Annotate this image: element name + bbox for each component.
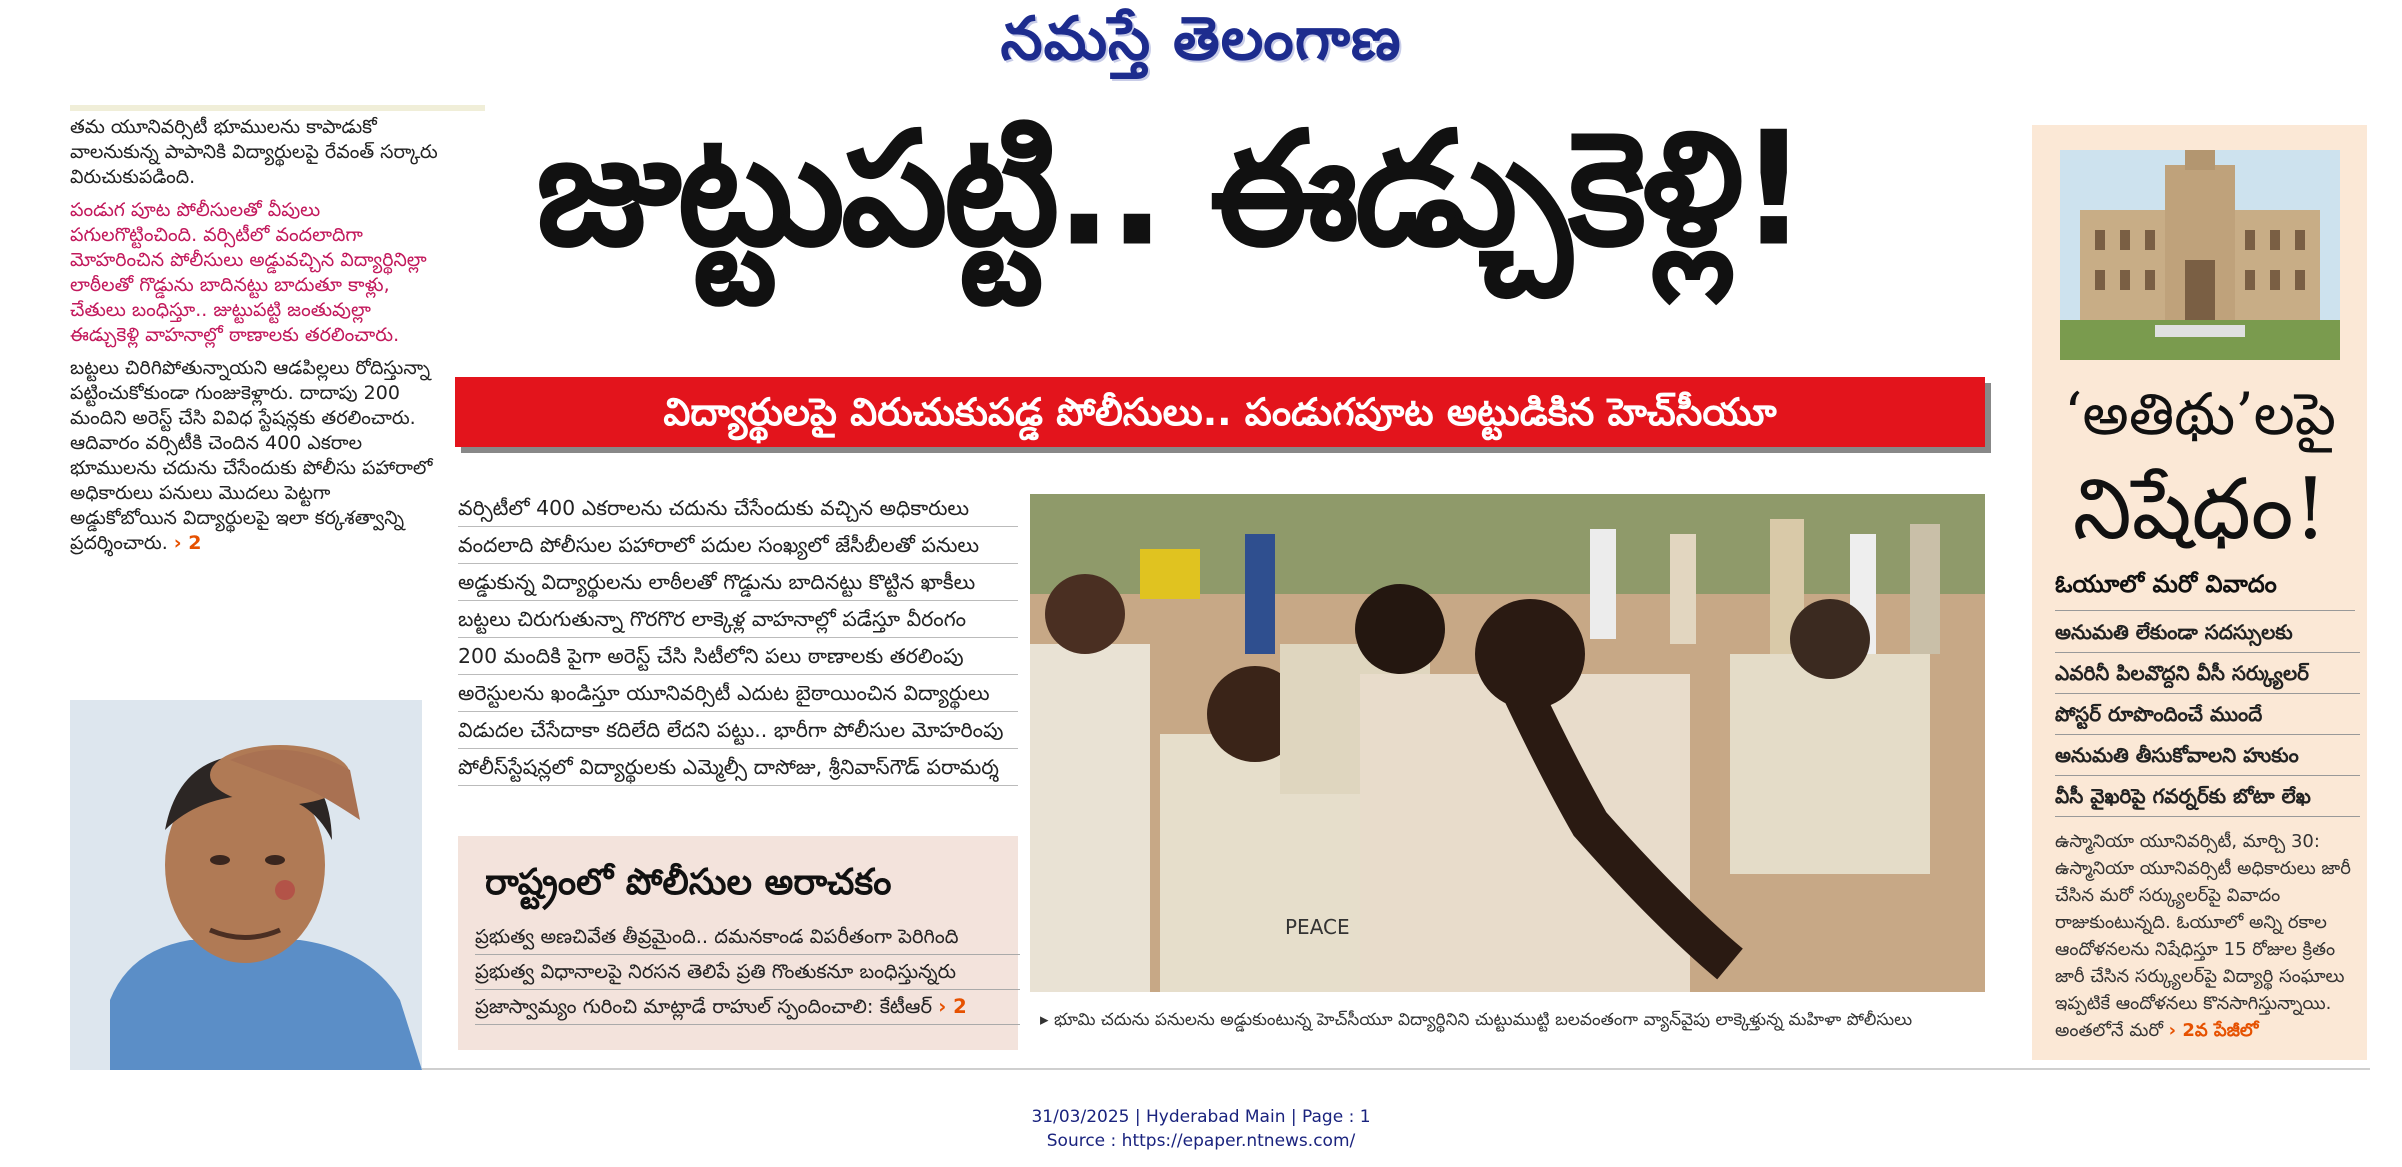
right-page-ref-text: 2వ పేజీలో [2182,1020,2259,1041]
story-highlights [458,490,1018,786]
right-body-text [2055,828,2360,1044]
right-highlights [2055,612,2360,817]
injured-student-photo [70,700,422,1070]
main-news-photo [1030,494,1985,992]
footer-source-link[interactable]: Source : https://epaper.ntnews.com/ [1046,1131,1356,1151]
sub-story-line-text: ప్రజాస్వామ్యం గురించి మాట్లాడే రాహుల్ స్పందించాలి: కేటీఆర్ [475,995,933,1018]
injured-student-illustration [70,700,422,1070]
sub-page-ref-number: 2 [953,995,967,1018]
story-line: వందలాది పోలీసుల పహారాలో పదుల సంఖ్యలో జేసీబీలతో పనులు [458,527,1018,564]
story-line: వర్సిటీలో 400 ఎకరాలను చదును చేసేందుకు వచ్చిన అధికారులు [458,490,1018,527]
right-highlight-line: అనుమతి తీసుకోవాలని హుకుం [2055,735,2360,776]
photo-caption: ▸ భూమి చదును పనులను అడ్డుకుంటున్న హెచ్‌సీయూ విద్యార్థినిని చుట్టుముట్టి బలవంతంగా వ్యాన్‌వైపు లాక్కెళ్తున్న మహిళా పోలీసులు [1040,1010,1913,1030]
sub-page-ref[interactable]: › 2 [938,995,967,1018]
police-dragging-student-illustration [1030,494,1985,992]
sub-story-line: ప్రభుత్వ అణచివేత తీవ్రమైంది.. దమనకాండ విపరీతంగా పెరిగింది [475,920,1020,955]
main-headline: జుట్టుపట్టి.. ఈడ్చుకెళ్లి! [536,98,1804,282]
right-page-ref[interactable]: › 2వ పేజీలో [2168,1020,2259,1041]
right-headline-line2: నిషేధం! [2072,460,2328,558]
right-subheadline: ఓయూలో మరో వివాదం [2055,570,2355,611]
osmania-university-photo [2060,150,2340,360]
right-highlight-line: పోస్టర్ రూపొందించే ముందే [2055,694,2360,735]
sub-story-line [475,990,1020,1025]
left-body-text: బట్టలు చిరిగిపోతున్నాయని ఆడపిల్లలు రోదిస్తున్నా పట్టించుకోకుండా గుంజుకెళ్లారు. దాదాపు 200 మందిని అరెస్ట్ చేసి వివిధ స్టేషన్లకు తరలించారు. ఆదివారం వర్సిటీకి చెందిన 400 ఎకరాల భూములను చదును చేసేందుకు పోలీసు పహారాలో అధికారులు పనులు మొదలు పెట్టగా అడ్డుకోబోయిన విద్యార్థులపై ఇలా కర్కశత్వాన్ని ప్రదర్శించారు. [70,357,433,554]
sub-story-lines [475,920,1020,1025]
left-body [70,356,440,556]
right-highlight-line: అనుమతి లేకుండా సదస్సులకు [2055,612,2360,653]
right-highlight-line: వీసీ వైఖరిపై గవర్నర్‌కు బోటా లేఖ [2055,776,2360,817]
university-building-illustration [2060,150,2340,360]
left-page-ref[interactable]: › 2 [173,532,202,554]
story-line: విడుదల చేసేదాకా కదిలేది లేదని పట్టు.. భారీగా పోలీసుల మోహరింపు [458,712,1018,749]
story-line: అడ్డుకున్న విద్యార్థులను లాఠీలతో గొడ్డును బాదినట్టు కొట్టిన ఖాకీలు [458,564,1018,601]
story-line: అరెస్టులను ఖండిస్తూ యూనివర్సిటీ ఎదుట బైఠాయించిన విద్యార్థులు [458,675,1018,712]
sub-story-title: రాష్ట్రంలో పోలీసుల అరాచకం [485,862,892,903]
sub-story-line: ప్రభుత్వ విధానాలపై నిరసన తెలిపే ప్రతి గొంతుకనూ బంధిస్తున్నరు [475,955,1020,990]
photo-shirt-text: PEACE [1285,915,1350,939]
right-highlight-line: ఎవరినీ పిలవొద్దని వీసీ సర్క్యులర్ [2055,653,2360,694]
right-body-paragraph: ఉస్మానియా యూనివర్సిటీ, మార్చి 30: ఉస్మానియా యూనివర్సిటీ అధికారులు జారీ చేసిన మరో సర్క్యులర్‌పై వివాదం రాజుకుంటున్నది. ఓయూలో అన్ని రకాల ఆందోళనలను నిషేధిస్తూ 15 రోజుల క్రితం జారీ చేసిన సర్క్యులర్‌పై విద్యార్థి సంఘాలు ఇప్పటికే ఆందోళనలు కొనసాగిస్తున్నాయి. అంతలోనే మరో [2055,831,2351,1041]
left-intro: తమ యూనివర్సిటీ భూములను కాపాడుకో వాలనుకున్న పాపానికి విద్యార్థులపై రేవంత్ సర్కారు విరుచుకుపడింది. [70,116,438,188]
right-headline-line1: ‘అతిథు’లపై [2063,380,2336,448]
story-line: బట్టలు చిరుగుతున్నా గొరగొర లాక్కెళ్ల వాహనాల్లో పడేస్తూ వీరంగం [458,601,1018,638]
photo-caption-text: భూమి చదును పనులను అడ్డుకుంటున్న హెచ్‌సీయూ విద్యార్థినిని చుట్టుముట్టి బలవంతంగా వ్యాన్‌వైపు లాక్కెళ్తున్న మహిళా పోలీసులు [1053,1010,1913,1030]
masthead-logo: నమస్తే తెలంగాణ [1000,4,1402,74]
left-page-ref-number: 2 [188,532,202,554]
left-highlight: పండుగ పూట పోలీసులతో వీపులు పగులగొట్టించింది. వర్సిటీలో వందలాదిగా మోహరించిన పోలీసులు అడ్డువచ్చిన విద్యార్థినిల్లా లాఠీలతో గొడ్డును బాదినట్టు బాదుతూ కాళ్లు, చేతులు బంధిస్తూ.. జుట్టుపట్టి జంతువుల్లా ఈడ్చుకెళ్లి వాహనాల్లో ఠాణాలకు తరలించారు. [70,199,427,346]
story-line: 200 మందికి పైగా అరెస్ట్ చేసి సిటీలోని పలు ఠాణాలకు తరలింపు [458,638,1018,675]
story-line: పోలీస్‌స్టేషన్లలో విద్యార్థులకు ఎమ్మెల్సీ దాసోజు, శ్రీనివాస్‌గౌడ్ పరామర్శ [458,749,1018,786]
page-footer [0,1105,2402,1153]
red-banner-subheadline: విద్యార్థులపై విరుచుకుపడ్డ పోలీసులు.. పండుగపూట అట్టుడికిన హెచ్‌సీయూ [455,377,1985,447]
footer-date-edition: 31/03/2025 | Hyderabad Main | Page : 1 [1031,1107,1371,1127]
